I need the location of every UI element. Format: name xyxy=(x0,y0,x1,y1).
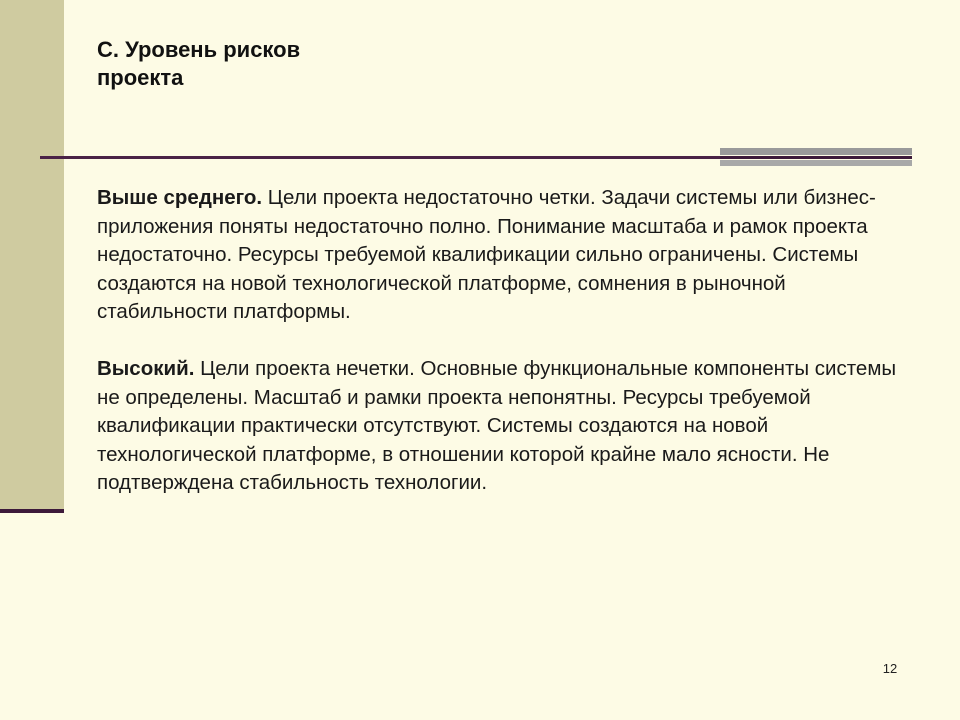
slide-title-line2: проекта xyxy=(97,65,184,90)
side-bar-underline xyxy=(0,509,64,513)
slide-title-line1: С. Уровень рисков xyxy=(97,37,301,62)
paragraph-text: Цели проекта недостаточно четки. Задачи системы или бизнес-приложения поняты недостаточно полно. Понимание масштаба и рамок проекта недостаточно. Ресурсы требуемой квалификации сильно ограничены. Системы создаются на новой технологической платформе, сомнения в рыночной стабильности платформы. xyxy=(97,186,876,323)
paragraph-above-average xyxy=(97,184,917,327)
paragraph-term: Выше среднего. xyxy=(97,186,263,209)
paragraph-term: Высокий. xyxy=(97,357,195,380)
paragraph-text: Цели проекта нечетки. Основные функциональные компоненты системы не определены. Масштаб и рамки проекта непонятны. Ресурсы требуемой квалификации практически отсутствуют. Системы создаются на новой технологической платформе, в отношении которой крайне мало ясности. Не подтверждена стабильность технологии. xyxy=(97,357,897,494)
page-number: 12 xyxy=(882,661,898,676)
slide-body xyxy=(97,184,917,526)
paragraph-high xyxy=(97,355,917,498)
title-divider xyxy=(40,156,720,159)
title-divider-accent xyxy=(720,148,912,168)
slide-title xyxy=(97,36,517,92)
side-bar-decoration xyxy=(0,0,64,512)
